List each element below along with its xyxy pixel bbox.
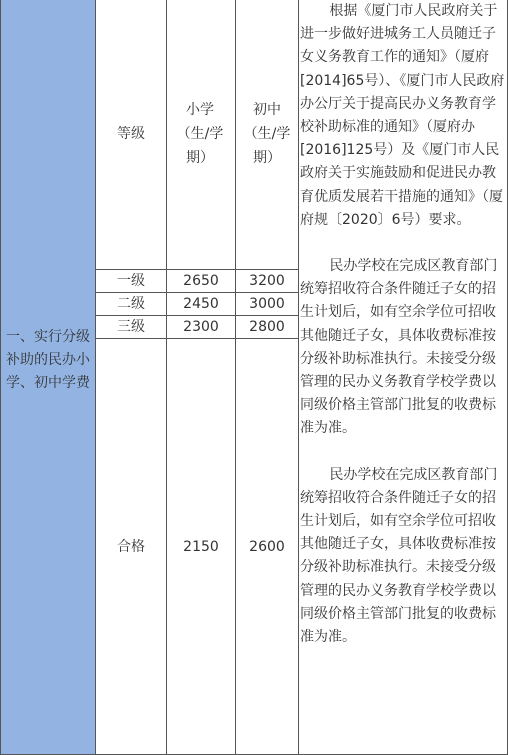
primary-header — [166, 92, 234, 176]
grade-header: 等级 — [117, 126, 145, 142]
table-row-3-primary: 2300 — [183, 319, 219, 335]
table-row-2-grade: 二级 — [117, 296, 145, 312]
border-left — [0, 0, 1, 755]
section-title: 一、实行分级补助的民办小学、初中学费 — [6, 329, 90, 391]
policy-text — [300, 0, 505, 649]
row-line-4 — [96, 338, 298, 339]
policy-paragraph-2: 民办学校在完成区教育部门统筹招收符合条件随迁子女的招生计划后，如有空余学位可招收其他随迁子女，具体收费标准按分级补助标准执行。未接受分级管理的民办义务教育学校学费以同级价格主管部门批复的收费标准为准。 — [300, 258, 498, 437]
primary-header-text: 小学（生/学期） — [176, 102, 224, 166]
table-row-3-junior: 2800 — [249, 319, 285, 335]
table-row-1-grade: 一级 — [117, 273, 145, 289]
table-row-3-grade: 三级 — [117, 319, 145, 335]
junior-header — [236, 92, 298, 176]
table-row-1-primary: 2650 — [183, 273, 219, 289]
row-line-3 — [96, 315, 298, 316]
policy-paragraph-1: 根据《厦门市人民政府关于进一步做好进城务工人员随迁子女义务教育工作的通知》（厦府[2014]65号）、《厦门市人民政府办公厅关于提高民办义务教育学校补助标准的通知》（厦府办[2016]125号）及《厦门市人民政府关于实施鼓励和促进民办教育优质发展若干措施的通知》（厦府规〔2020〕6号）要求。 — [300, 3, 505, 228]
divider-section — [95, 0, 96, 755]
table-row-4-junior: 2600 — [249, 539, 285, 555]
junior-header-text: 初中（生/学期） — [243, 102, 291, 166]
divider-primary — [235, 0, 236, 755]
table-row-4-primary: 2150 — [183, 539, 219, 555]
table-row-1-junior: 3200 — [249, 273, 285, 289]
row-line-1 — [96, 269, 298, 270]
divider-junior — [298, 0, 299, 755]
table-row-4-grade: 合格 — [117, 539, 145, 555]
table-row-2-primary: 2450 — [183, 296, 219, 312]
divider-grade — [166, 0, 167, 755]
policy-paragraph-3: 民办学校在完成区教育部门统筹招收符合条件随迁子女的招生计划后，如有空余学位可招收其他随迁子女，具体收费标准按分级补助标准执行。未接受分级管理的民办义务教育学校学费以同级价格主管部门批复的收费标准为准。 — [300, 466, 498, 646]
row-line-2 — [96, 292, 298, 293]
table-row-2-junior: 3000 — [249, 296, 285, 312]
